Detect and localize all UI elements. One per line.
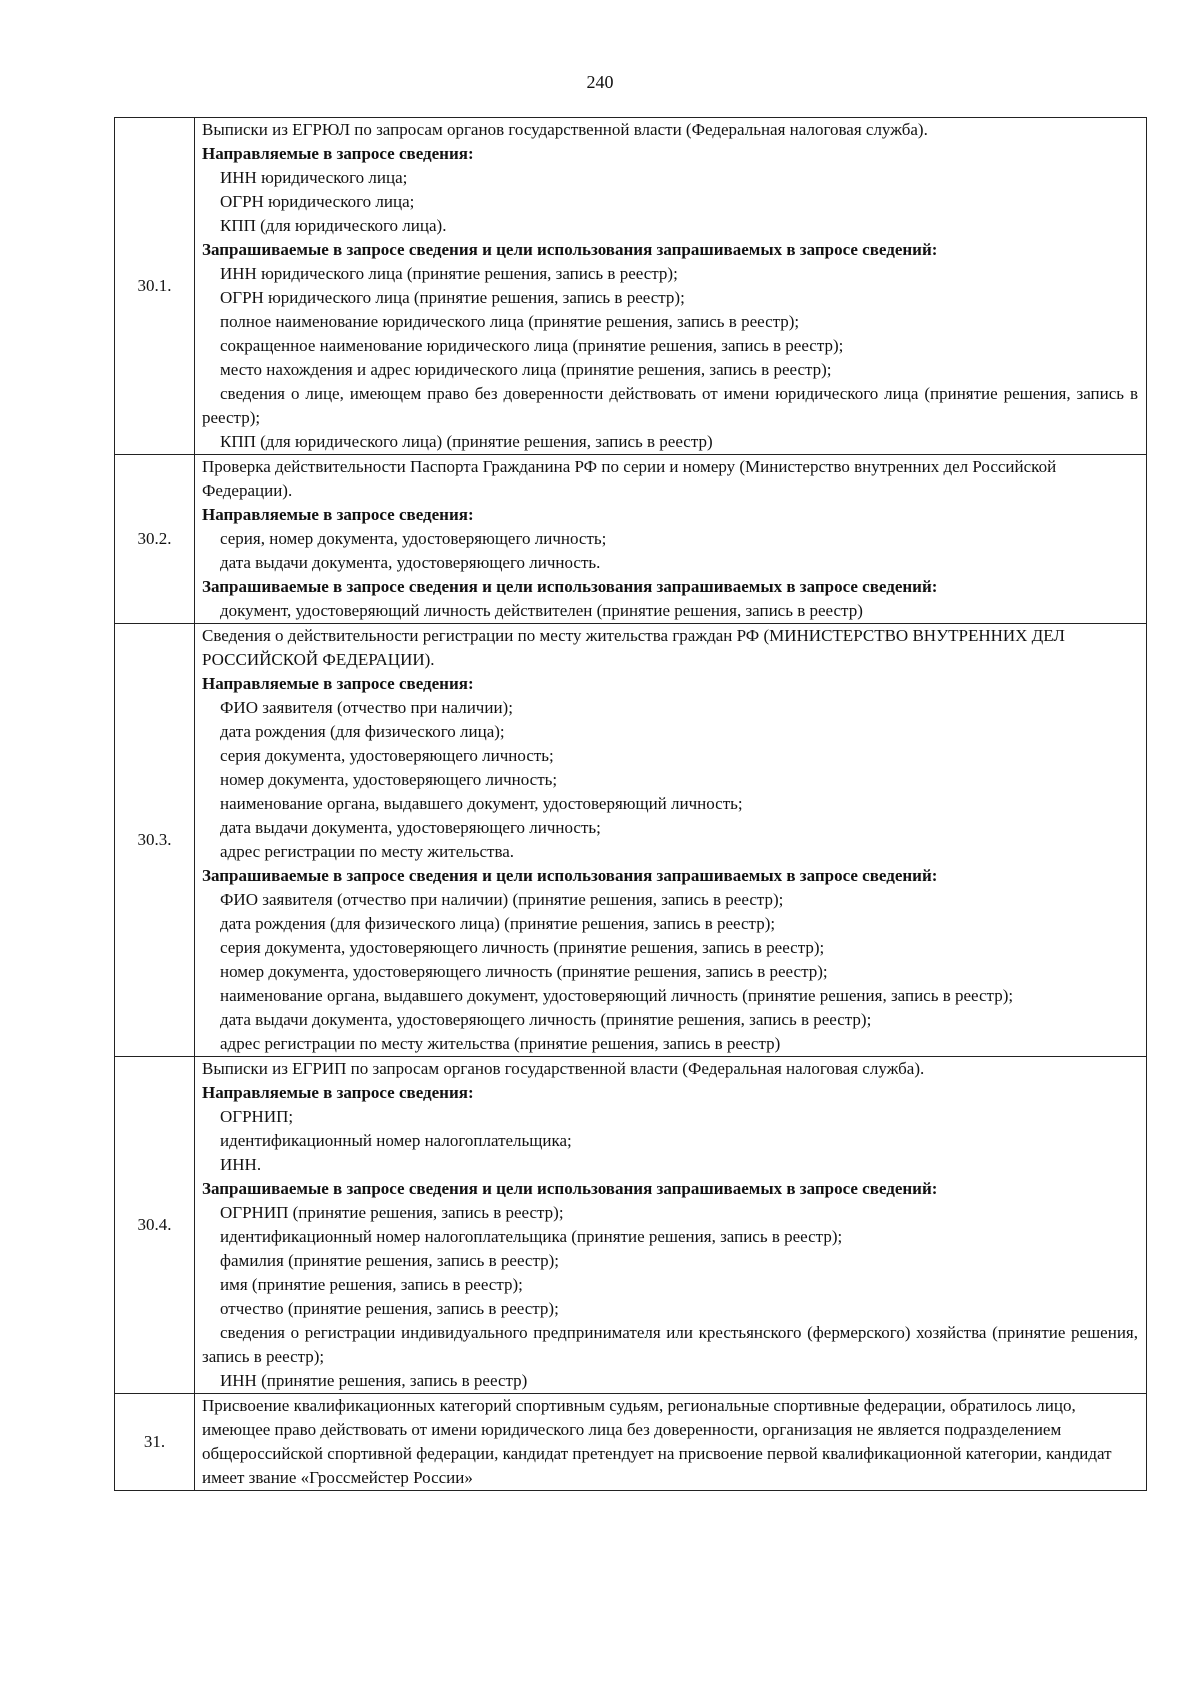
list-item: имя (принятие решения, запись в реестр); xyxy=(220,1275,523,1294)
requirements-table xyxy=(114,117,1147,1491)
list-item: документ, удостоверяющий личность действителен (принятие решения, запись в реестр) xyxy=(220,601,863,620)
list-item: фамилия (принятие решения, запись в реестр); xyxy=(220,1251,559,1270)
row-title: Выписки из ЕГРЮЛ по запросам органов государственной власти (Федеральная налоговая служба). xyxy=(202,120,928,139)
table-body xyxy=(115,118,1147,1491)
list-item: полное наименование юридического лица (принятие решения, запись в реестр); xyxy=(220,312,800,331)
row-number: 30.2. xyxy=(115,455,195,624)
section-heading: Направляемые в запросе сведения: xyxy=(202,674,474,693)
row-number: 30.3. xyxy=(115,624,195,1057)
list-item: КПП (для юридического лица). xyxy=(220,216,447,235)
row-content xyxy=(195,455,1147,624)
list-item: ИНН юридического лица (принятие решения, запись в реестр); xyxy=(220,264,678,283)
section-heading: Направляемые в запросе сведения: xyxy=(202,505,474,524)
table-row xyxy=(115,455,1147,624)
row-content xyxy=(195,1394,1147,1491)
table-row xyxy=(115,1057,1147,1394)
section-heading: Запрашиваемые в запросе сведения и цели использования запрашиваемых в запросе сведений: xyxy=(202,577,938,596)
list-item: номер документа, удостоверяющего личность; xyxy=(220,770,558,789)
row-content xyxy=(195,624,1147,1057)
list-item: ИНН. xyxy=(220,1155,262,1174)
section-heading: Направляемые в запросе сведения: xyxy=(202,1083,474,1102)
list-item: дата рождения (для физического лица) (принятие решения, запись в реестр); xyxy=(220,914,776,933)
list-item: наименование органа, выдавшего документ, удостоверяющий личность (принятие решения, запись в реестр); xyxy=(220,986,1014,1005)
list-item: ФИО заявителя (отчество при наличии) (принятие решения, запись в реестр); xyxy=(220,890,784,909)
list-item: дата выдачи документа, удостоверяющего личность; xyxy=(220,818,601,837)
section-heading: Направляемые в запросе сведения: xyxy=(202,144,474,163)
table-row xyxy=(115,118,1147,455)
section-heading: Запрашиваемые в запросе сведения и цели использования запрашиваемых в запросе сведений: xyxy=(202,1179,938,1198)
list-item: отчество (принятие решения, запись в реестр); xyxy=(220,1299,559,1318)
section-heading: Запрашиваемые в запросе сведения и цели использования запрашиваемых в запросе сведений: xyxy=(202,240,938,259)
list-item: идентификационный номер налогоплательщика; xyxy=(220,1131,572,1150)
section-heading: Запрашиваемые в запросе сведения и цели использования запрашиваемых в запросе сведений: xyxy=(202,866,938,885)
list-item: КПП (для юридического лица) (принятие решения, запись в реестр) xyxy=(220,432,713,451)
list-item: номер документа, удостоверяющего личность (принятие решения, запись в реестр); xyxy=(220,962,828,981)
row-content xyxy=(195,118,1147,455)
list-item: сокращенное наименование юридического лица (принятие решения, запись в реестр); xyxy=(220,336,844,355)
list-item: наименование органа, выдавшего документ, удостоверяющий личность; xyxy=(220,794,743,813)
list-item: идентификационный номер налогоплательщика (принятие решения, запись в реестр); xyxy=(220,1227,843,1246)
list-item: дата выдачи документа, удостоверяющего личность. xyxy=(220,553,601,572)
list-item: ФИО заявителя (отчество при наличии); xyxy=(220,698,513,717)
row-content xyxy=(195,1057,1147,1394)
table-row xyxy=(115,1394,1147,1491)
list-item: сведения о лице, имеющем право без доверенности действовать от имени юридического лица (принятие решения, запись в реестр); xyxy=(202,384,1138,427)
row-title: Выписки из ЕГРИП по запросам органов государственной власти (Федеральная налоговая служба). xyxy=(202,1059,925,1078)
list-item: ОГРН юридического лица; xyxy=(220,192,415,211)
list-item: адрес регистрации по месту жительства (принятие решения, запись в реестр) xyxy=(220,1034,781,1053)
list-item: место нахождения и адрес юридического лица (принятие решения, запись в реестр); xyxy=(220,360,832,379)
list-item: ИНН (принятие решения, запись в реестр) xyxy=(220,1371,528,1390)
list-item: серия, номер документа, удостоверяющего личность; xyxy=(220,529,607,548)
list-item: ОГРНИП; xyxy=(220,1107,294,1126)
list-item: дата выдачи документа, удостоверяющего личность (принятие решения, запись в реестр); xyxy=(220,1010,872,1029)
page-number: 240 xyxy=(586,72,614,92)
row-number: 30.1. xyxy=(115,118,195,455)
list-item: сведения о регистрации индивидуального предпринимателя или крестьянского (фермерского) хозяйства (принятие решения, запись в реестр); xyxy=(202,1323,1138,1366)
row-title: Присвоение квалификационных категорий спортивным судьям, региональные спортивные федерации, обратилось лицо, имеющее право действовать от имени юридического лица без доверенности, организация не является подразделением общероссийской спортивной федерации, кандидат претендует на присвоение первой квалификационной категории, кандидат имеет звание «Гроссмейстер России» xyxy=(202,1396,1112,1487)
row-title: Сведения о действительности регистрации по месту жительства граждан РФ (МИНИСТЕРСТВО ВНУТРЕННИХ ДЕЛ РОССИЙСКОЙ ФЕДЕРАЦИИ). xyxy=(202,626,1065,669)
row-title: Проверка действительности Паспорта Гражданина РФ по серии и номеру (Министерство внутренних дел Российской Федерации). xyxy=(202,457,1057,500)
list-item: адрес регистрации по месту жительства. xyxy=(220,842,515,861)
row-number: 31. xyxy=(115,1394,195,1491)
list-item: ОГРН юридического лица (принятие решения, запись в реестр); xyxy=(220,288,685,307)
list-item: дата рождения (для физического лица); xyxy=(220,722,505,741)
list-item: серия документа, удостоверяющего личность; xyxy=(220,746,554,765)
table-row xyxy=(115,624,1147,1057)
list-item: серия документа, удостоверяющего личность (принятие решения, запись в реестр); xyxy=(220,938,825,957)
list-item: ИНН юридического лица; xyxy=(220,168,408,187)
row-number: 30.4. xyxy=(115,1057,195,1394)
list-item: ОГРНИП (принятие решения, запись в реестр); xyxy=(220,1203,564,1222)
